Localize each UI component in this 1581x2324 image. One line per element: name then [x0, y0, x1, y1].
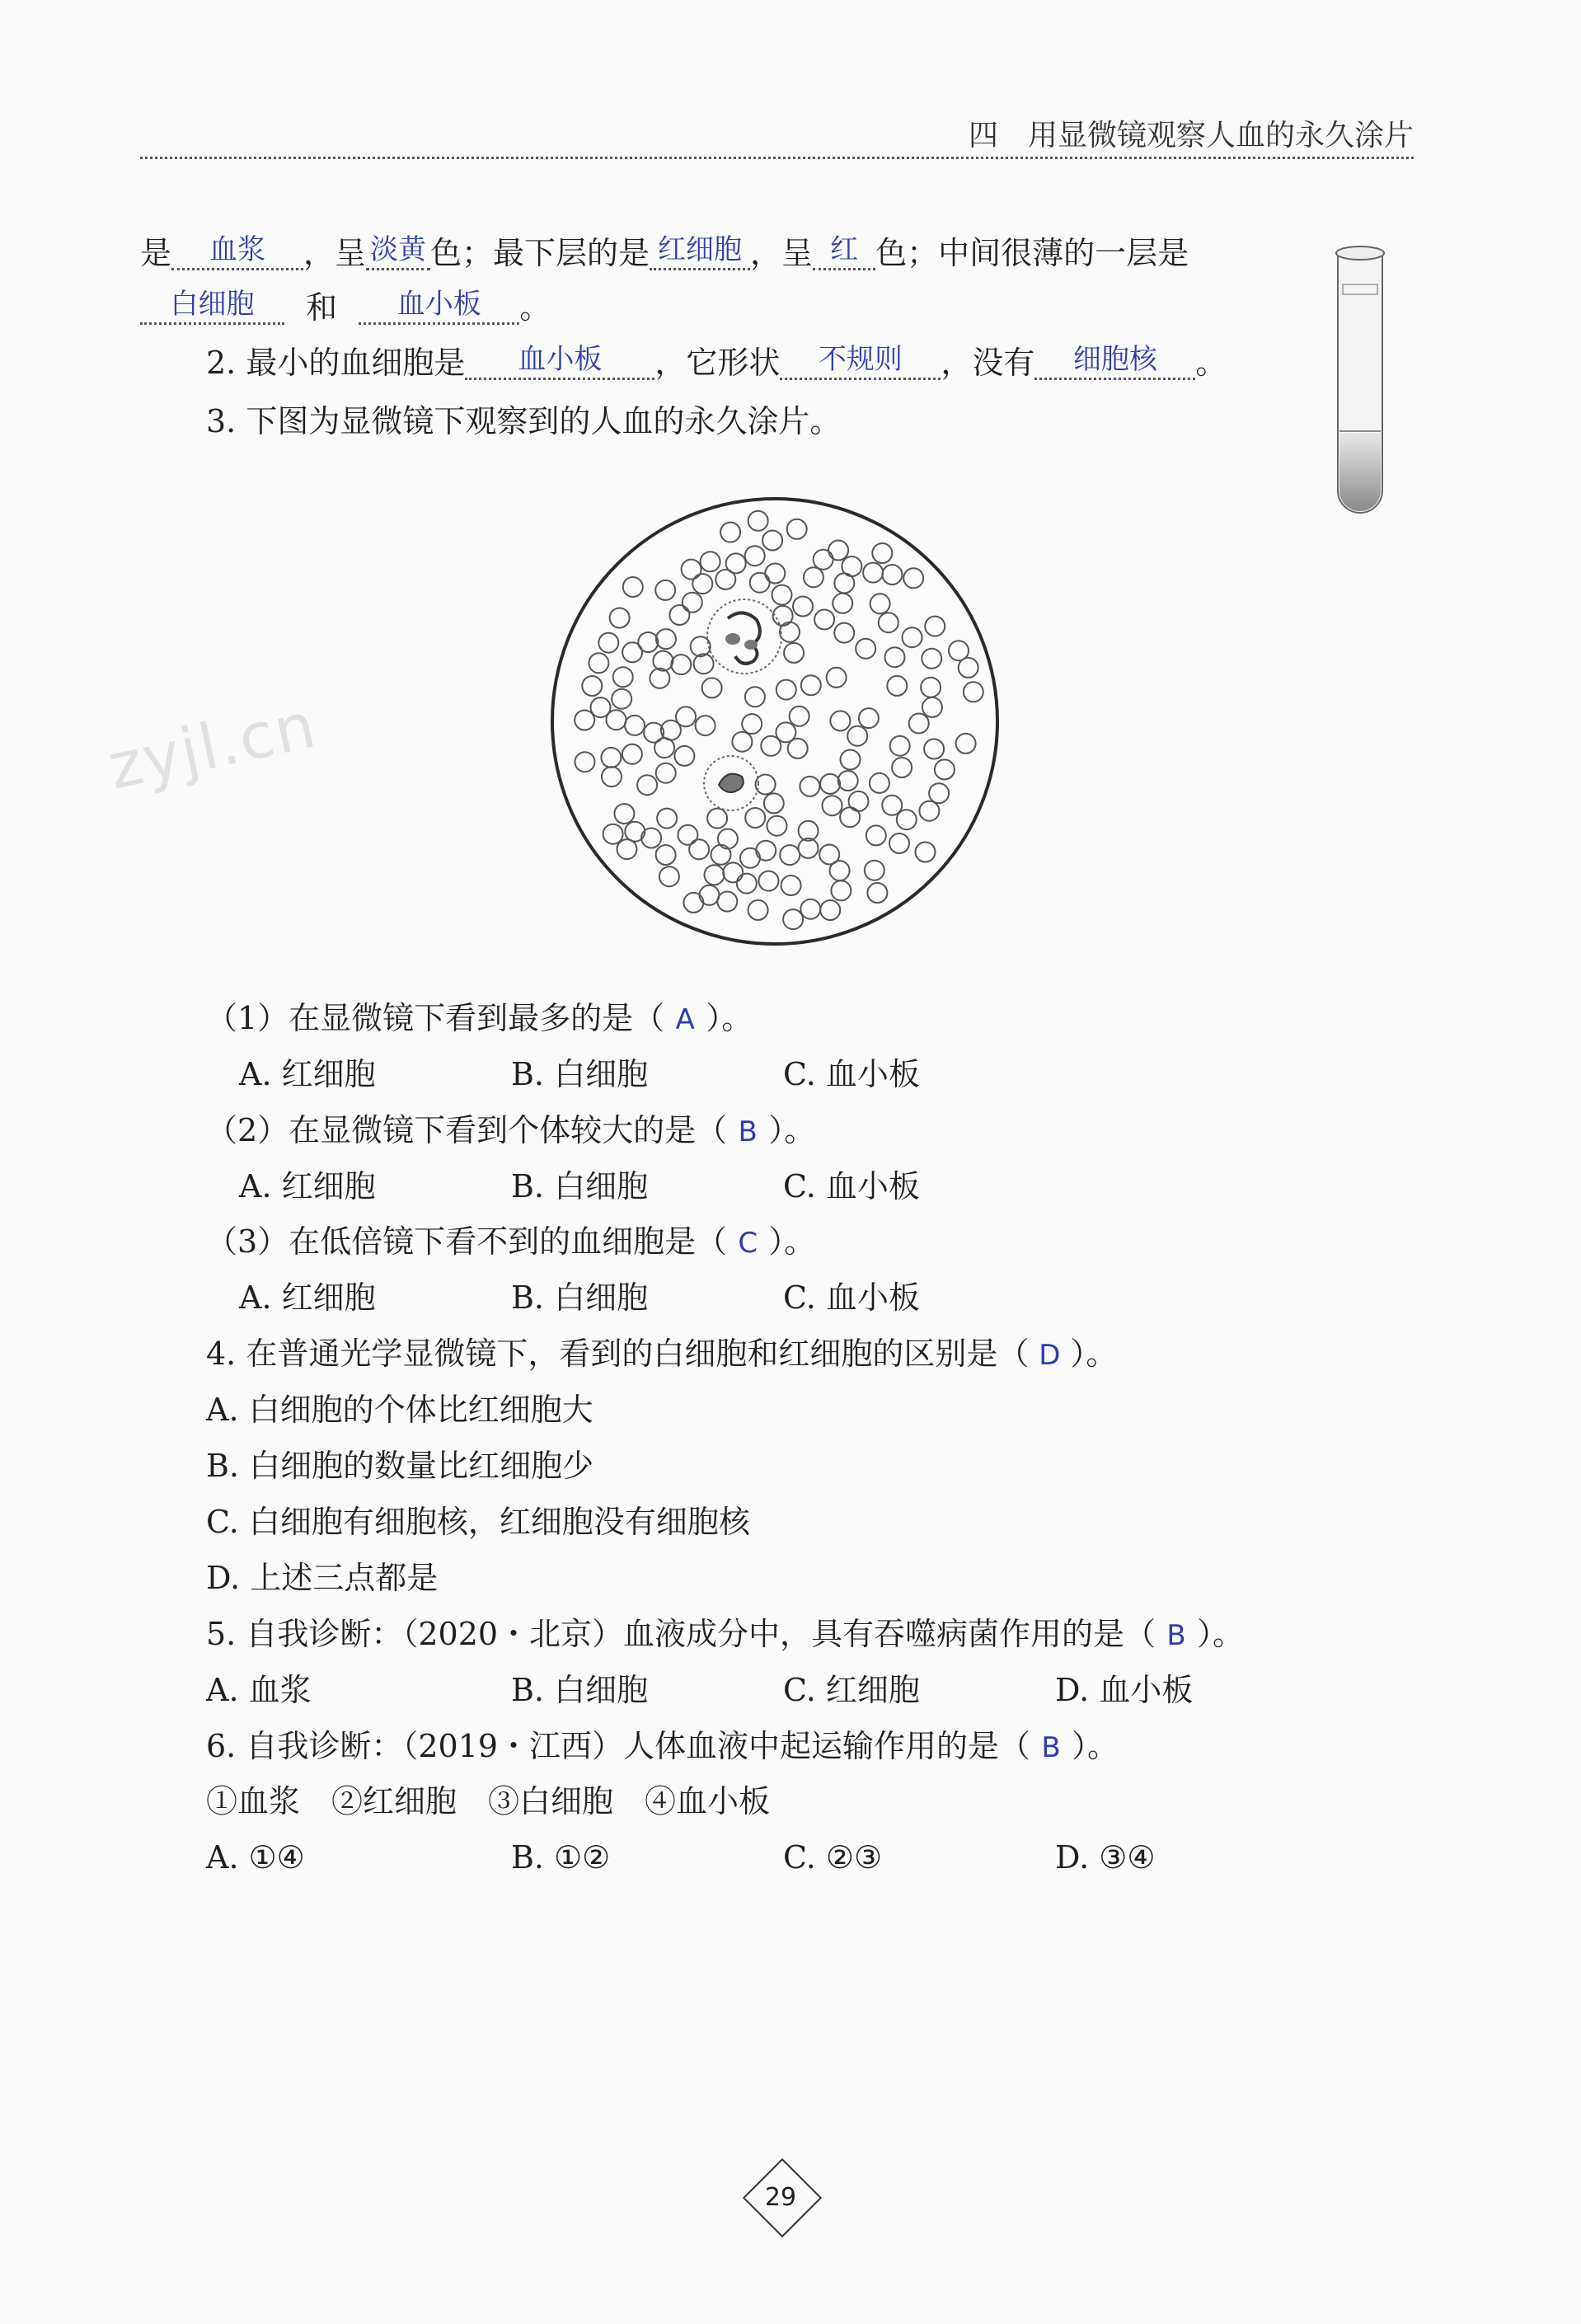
question-3-1 [206, 998, 753, 1040]
option-a[interactable]: A. 白细胞的个体比红细胞大 [206, 1392, 593, 1428]
q4-text: 4. 在普通光学显微镜下，看到的白细胞和红细胞的区别是（ [206, 1336, 1030, 1372]
option-d[interactable]: D. 血小板 [1055, 1672, 1194, 1708]
chapter-title: 四 用显微镜观察人血的永久涂片 [968, 119, 1414, 153]
q1-text: ，呈 [303, 235, 367, 271]
question-5 [206, 1613, 1244, 1656]
page-header [140, 106, 1414, 159]
option-b[interactable]: B. 白细胞 [511, 1279, 649, 1316]
q3-3-text: （3）在低倍镜下看不到的血细胞是（ [206, 1223, 728, 1260]
q6-text: 6. 自我诊断：（2019・江西）人体血液中起运输作用的是（ [206, 1728, 1031, 1764]
question-3-2 [206, 1110, 815, 1153]
q6-text: ）。 [1072, 1728, 1119, 1764]
q1-answer-blank[interactable]: 淡黄 [366, 232, 430, 270]
q3-2-answer[interactable]: B [738, 1115, 758, 1148]
question-3-3 [206, 1221, 815, 1264]
blood-smear-illustration [548, 495, 1002, 948]
option-c[interactable]: C. 血小板 [783, 1168, 920, 1204]
option-b[interactable]: B. 白细胞 [511, 1672, 649, 1708]
watermark: zyjl.cn [101, 688, 323, 804]
q6-answer[interactable]: B [1041, 1731, 1061, 1764]
q6-items: ①血浆 ②红细胞 ③白细胞 ④血小板 [206, 1783, 771, 1819]
q5-answer[interactable]: B [1166, 1619, 1186, 1652]
q1-text: 色；中间很薄的一层是 [875, 235, 1189, 271]
test-tube-illustration [1331, 243, 1389, 515]
question-1-line-2 [140, 287, 551, 330]
question-2 [206, 342, 1227, 385]
q1-text: ，呈 [750, 235, 814, 271]
question-6 [206, 1725, 1119, 1768]
question-4 [206, 1333, 1117, 1376]
q2-text: 。 [1195, 345, 1227, 381]
option-b[interactable]: B. 白细胞的数量比红细胞少 [206, 1448, 594, 1484]
q4-answer[interactable]: D [1039, 1339, 1061, 1372]
q1-answer-blank[interactable]: 红 [813, 232, 875, 270]
option-d[interactable]: D. ③④ [1055, 1839, 1156, 1876]
q2-answer-blank[interactable]: 细胞核 [1034, 341, 1195, 380]
q3-2-text: ）。 [768, 1112, 816, 1148]
option-b[interactable]: B. ①② [511, 1839, 611, 1876]
q1-answer-blank[interactable]: 白细胞 [140, 286, 284, 325]
option-d[interactable]: D. 上述三点都是 [206, 1560, 439, 1596]
q2-answer-blank[interactable]: 血小板 [465, 341, 654, 380]
q3-3-answer[interactable]: C [738, 1227, 758, 1260]
q5-text: 5. 自我诊断：（2020・北京）血液成分中，具有吞噬病菌作用的是（ [206, 1616, 1156, 1652]
option-a[interactable]: A. 红细胞 [239, 1279, 376, 1316]
question-1-line-1 [140, 232, 1189, 275]
q1-text: 色；最下层的是 [430, 235, 650, 271]
option-b[interactable]: B. 白细胞 [511, 1056, 649, 1092]
q1-text: 。 [519, 289, 551, 326]
option-a[interactable]: A. 红细胞 [239, 1168, 376, 1204]
option-c[interactable]: C. ②③ [783, 1839, 883, 1876]
option-b[interactable]: B. 白细胞 [511, 1168, 649, 1204]
option-a[interactable]: A. ①④ [206, 1839, 305, 1876]
q3-1-answer[interactable]: A [675, 1003, 695, 1036]
q1-text: 是 [140, 235, 172, 271]
q1-text: 和 [306, 289, 338, 326]
option-c[interactable]: C. 血小板 [783, 1279, 920, 1316]
q3-2-text: （2）在显微镜下看到个体较大的是（ [206, 1112, 728, 1148]
page-number: 29 [764, 2183, 797, 2212]
q4-text: ）。 [1070, 1336, 1118, 1372]
q2-text: 2. 最小的血细胞是 [206, 345, 466, 381]
option-c[interactable]: C. 白细胞有细胞核，红细胞没有细胞核 [206, 1504, 750, 1540]
q3-3-text: ）。 [768, 1223, 816, 1260]
q1-answer-blank[interactable]: 血小板 [359, 286, 519, 325]
question-3-intro: 3. 下图为显微镜下观察到的人血的永久涂片。 [206, 403, 842, 439]
option-c[interactable]: C. 红细胞 [783, 1672, 920, 1708]
q3-1-text: （1）在显微镜下看到最多的是（ [206, 1000, 665, 1036]
q2-text: ，没有 [941, 345, 1035, 381]
q3-1-text: ）。 [706, 1000, 753, 1036]
option-a[interactable]: A. 红细胞 [239, 1056, 376, 1092]
option-c[interactable]: C. 血小板 [783, 1056, 920, 1092]
q2-answer-blank[interactable]: 不规则 [780, 341, 941, 380]
q5-text: ）。 [1197, 1616, 1245, 1652]
option-a[interactable]: A. 血浆 [206, 1672, 312, 1708]
q1-answer-blank[interactable]: 红细胞 [650, 232, 750, 270]
q2-text: ，它形状 [654, 345, 781, 381]
q1-answer-blank[interactable]: 血浆 [171, 232, 303, 270]
